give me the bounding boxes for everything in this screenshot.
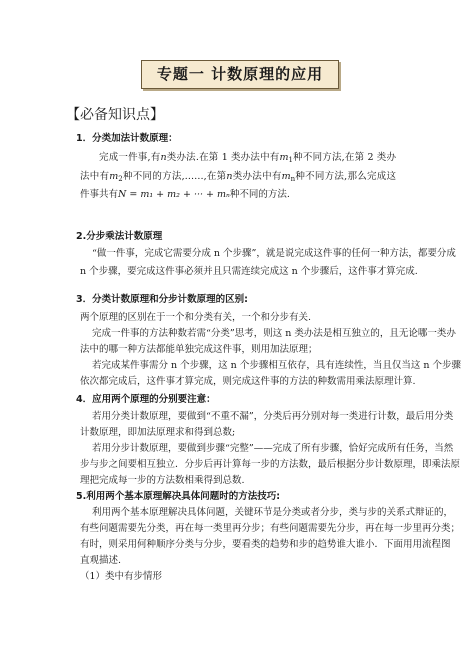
s5-line-3: 有时，则采用何种顺序分类与分步，要看类的趋势和步的趋势谁大谁小．下面用用流程图 (80, 539, 451, 550)
s2-line-1: “做一件事，完成它需要分成 n 个步骤”，就是说完成这件事的任何一种方法，都要分成 (92, 248, 456, 259)
section-heading: 【必备知识点】 (66, 107, 164, 123)
s4-line-4: 步与步之间要相互独立．分步后再计算每一步的方法数，最后根据分步计数原理，即乘法原 (80, 459, 461, 470)
s5-line-1: 利用两个基本原理解决具体问题，关键环节是分类或者分步，类与步的关系式辩证的， (92, 507, 454, 518)
s1-heading: 1．分类加法计数原理： (76, 133, 178, 144)
s2-line-2: n 个步骤，要完成这件事必须并且只需连续完成这 n 个步骤后，这件事才算完成. (80, 266, 418, 277)
s3-line-5: 依次都完成后，这件事才算完成，则完成这件事的方法的种数需用乘法原理计算. (80, 376, 416, 387)
s5-line-4: 直观描述. (80, 555, 122, 566)
s2-heading: 2.分步乘法计数原理 (76, 231, 163, 242)
s3-line-1: 两个原理的区别在于一个和分类有关，一个和分步有关. (80, 312, 312, 323)
s4-line-1: 若用分类计数原理，要做到“不重不漏”，分类后再分别对每一类进行计数，最后用分类 (92, 411, 454, 422)
page-title: 专题一 计数原理的应用 (141, 60, 339, 89)
s5-heading: 5.利用两个基本原理解决具体问题时的方法技巧: (76, 491, 281, 502)
s3-heading: 3．分类计数原理和分步计数原理的区别: (76, 294, 248, 305)
s4-line-2: 计数原理，即加法原理求和得到总数; (80, 427, 236, 438)
s3-line-4: 若完成某件事需分 n 个步骤，这 n 个步骤相互依存，具有连续性，当且仅当这 n 个步骤 (92, 360, 461, 371)
s4-line-5: 理把完成每一步的方法数相乘得到总数. (80, 475, 245, 486)
s4-line-3: 若用分步计数原理，要做到步骤“完整”——完成了所有步骤，恰好完成所有任务，当然 (92, 443, 454, 454)
s5-line-2: 有些问题需要先分类，再在每一类里再分步；有些问题需要先分步，再在每一步里再分类； (80, 523, 461, 534)
s4-heading: 4．应用两个原理的分别要注意： (76, 394, 216, 405)
s1-formula: N = m₁ + m₂ + ··· + mₙ (118, 189, 230, 200)
s5-line-5: （1）类中有步情形 (80, 571, 163, 582)
s1-paragraph: 完成一件事,有n类办法.在第 1 类办法中有$m_1$种不同方法,在第 2 类办法中有$m_2$种不同的方法,……,在第n类办法中有$m_n$种不同方法,那么完成这件事共有N = m₁ + m₂ + ··· + mₙ种不同的方法. (80, 152, 396, 200)
s3-line-2: 完成一件事的方法种数若需“分类”思考，则这 n 类办法是相互独立的，且无论哪一类办 (92, 328, 456, 339)
s3-line-3: 法中的哪一种方法都能单独完成这件事，则用加法原理； (80, 344, 318, 355)
